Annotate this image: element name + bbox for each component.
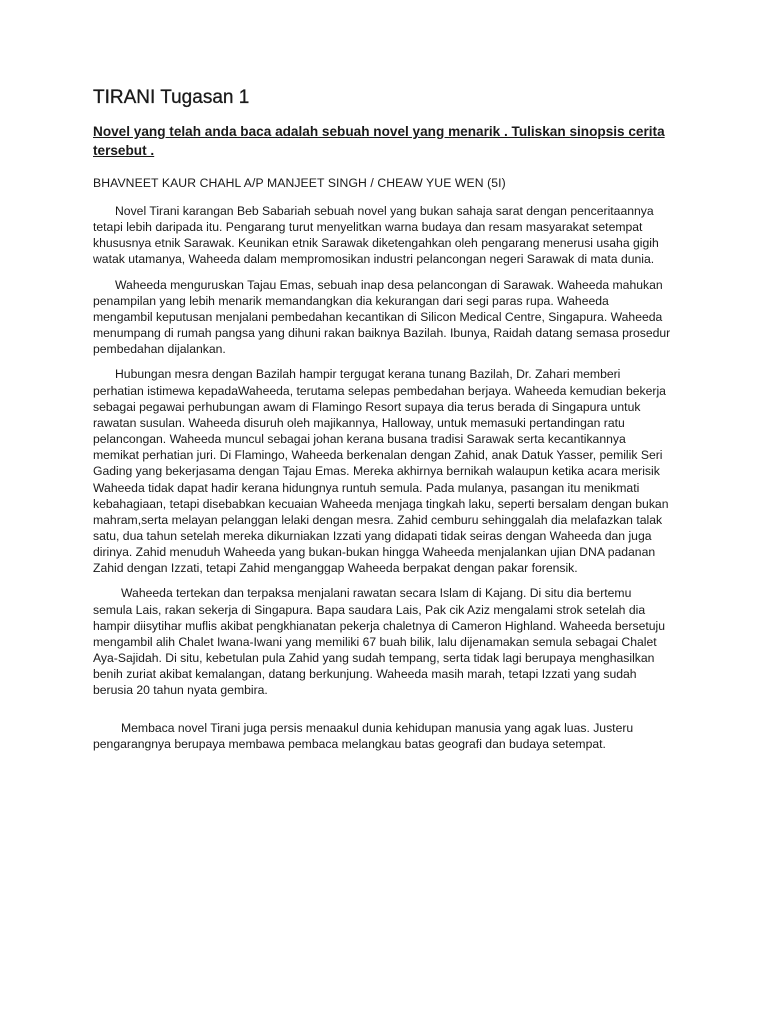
document-title: TIRANI Tugasan 1 — [93, 87, 250, 108]
document-body — [93, 86, 671, 761]
paragraph-conclusion: Membaca novel Tirani juga persis menaakul dunia kehidupan manusia yang agak luas. Justeru pengarangnya berupaya membawa pembaca melangkau batas geografi dan budaya setempat. — [93, 720, 634, 751]
paragraph-rawatan: Waheeda tertekan dan terpaksa menjalani rawatan secara Islam di Kajang. Di situ dia bertemu semula Lais, rakan sekerja di Singapura. Bapa saudara Lais, Pak cik Aziz mengalami strok setelah dia hampir diisytihar muflis akibat pengkhianatan pekerja chaletnya di Cameron Highland. Waheeda bersetuju mengambil alih Chalet Iwana-Iwani yang memiliki 67 buah bilik, lalu dijenamakan semula sebagai Chalet Aya-Sajidah. Di situ, kebetulan pula Zahid yang sudah tempang, serta tidak lagi berupaya menghasilkan benih zuriat akibat kemalangan, datang berkunjung. Waheeda masih marah, tetapi Izzati yang sudah berusia 20 tahun nyata gembira. — [93, 586, 666, 698]
paragraph-hubungan: Hubungan mesra dengan Bazilah hampir tergugat kerana tunang Bazilah, Dr. Zahari memberi perhatian istimewa kepadaWaheeda, terutama selepas pembedahan berjaya. Waheeda kemudian bekerja sebagai pegawai perhubungan awam di Flamingo Resort supaya dia terus berada di Singapura untuk rawatan susulan. Waheeda disuruh oleh majikannya, Halloway, untuk memasuki pertandingan ratu pelancongan. Waheeda muncul sebagai johan kerana busana tradisi Sarawak serta kecantikannya memikat perhatian juri. Di Flamingo, Waheeda berkenalan dengan Zahid, anak Datuk Yasser, pemilik Seri Gading yang bekerjasama dengan Tajau Emas. Mereka akhirnya bernikah walaupun ketika acara merisik Waheeda tidak dapat hadir kerana hidungnya runtuh semula. Pada mulanya, pasangan itu menikmati kebahagiaan, tetapi disebabkan kecuaian Waheeda menjaga tingkah laku, seperti bersalam dengan bukan mahram,serta melayan pelanggan lelaki dengan mesra. Zahid cemburu sehinggalah dia melafazkan talak satu, dua tahun setelah mereka dikurniakan Izzati yang didapati tidak seiras dengan Waheeda dan juga dirinya. Zahid menuduh Waheeda yang bukan-bukan hingga Waheeda menjalankan ujian DNA padanan Zahid dengan Izzati, tetapi Zahid menganggap Waheeda berpakat dengan pakar forensik. — [93, 367, 669, 576]
paragraph-intro: Novel Tirani karangan Beb Sabariah sebuah novel yang bukan sahaja sarat dengan penceritaannya tetapi lebih daripada itu. Pengarang turut menyelitkan warna budaya dan resam masyarakat setempat khususnya etnik Sarawak. Keunikan etnik Sarawak diketengahkan oleh pengarang menerusi usaha gigih watak utamanya, Waheeda dalam mempromosikan industri pelancongan negeri Sarawak di mata dunia. — [93, 204, 659, 267]
assignment-prompt: Novel yang telah anda baca adalah sebuah novel yang menarik . Tuliskan sinopsis cerita tersebut . — [93, 124, 665, 158]
author-line: BHAVNEET KAUR CHAHL A/P MANJEET SINGH / CHEAW YUE WEN (5I) — [93, 176, 506, 190]
paragraph-tajau-emas: Waheeda menguruskan Tajau Emas, sebuah inap desa pelancongan di Sarawak. Waheeda mahukan penampilan yang lebih menarik memandangkan dia kekurangan dari segi paras rupa. Waheeda mengambil keputusan menjalani pembedahan kecantikan di Silicon Medical Centre, Singapura. Waheeda menumpang di rumah pangsa yang dihuni rakan baiknya Bazilah. Ibunya, Raidah datang semasa prosedur pembedahan dijalankan. — [93, 277, 671, 357]
